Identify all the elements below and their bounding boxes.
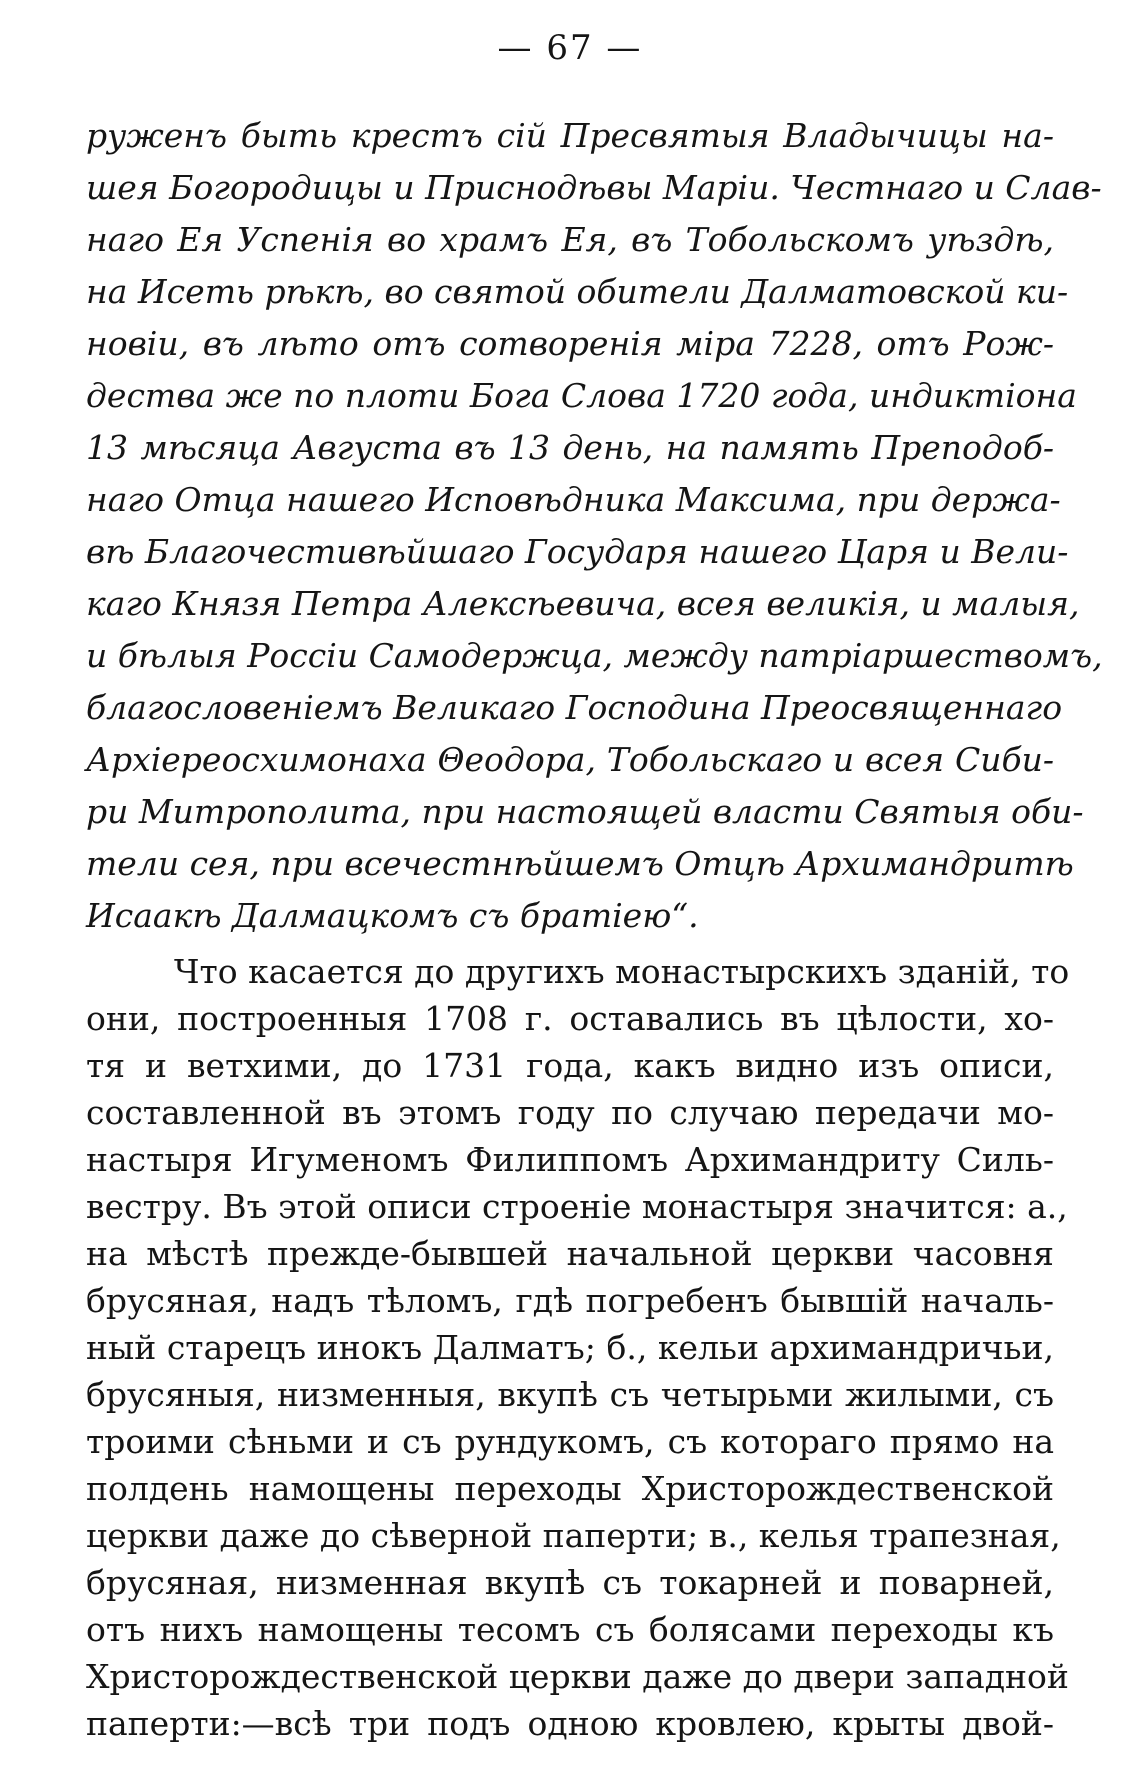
text-line: тя и ветхими, до 1731 года, какъ видно изъ описи, [86, 1046, 1054, 1085]
text-line: новiи, въ лѣто отъ сотворенiя мiра 7228, отъ Рож- [86, 324, 1054, 363]
text-line: руженъ быть крестъ сiй Пресвятыя Владычицы на- [86, 116, 1054, 155]
text-line: каго Князя Петра Алексѣевича, всея великiя, и малыя, [86, 584, 1080, 623]
text-line: брусяная, надъ тѣломъ, гдѣ погребенъ бывшiй началь- [86, 1281, 1054, 1320]
text-line: ный старецъ инокъ Далматъ; б., кельи архимандричьи, [86, 1328, 1054, 1367]
text-line: вестру. Въ этой описи строенiе монастыря значится: а., [86, 1187, 1068, 1226]
text-line: наго Отца нашего Исповѣдника Максима, при держа- [86, 480, 1061, 519]
text-line: ри Митрополита, при настоящей власти Святыя оби- [86, 792, 1084, 831]
page-number: — 67 — [497, 28, 643, 68]
text-line: на Исеть рѣкѣ, во святой обители Далматовской ки- [86, 272, 1069, 311]
text-line: отъ нихъ намощены тесомъ съ болясами переходы къ [86, 1610, 1054, 1649]
text-line: полдень намощены переходы Христорождественской [86, 1469, 1054, 1508]
paragraph-first-line: Что касается до другихъ монастырскихъ зданiй, то [174, 952, 1070, 991]
text-line: шея Богородицы и Приснодѣвы Марiи. Честнаго и Слав- [86, 168, 1102, 207]
text-line: составленной въ этомъ году по случаю передачи мо- [86, 1093, 1054, 1132]
text-line: Исаакѣ Далмацкомъ съ братiею“. [86, 896, 699, 935]
text-line: Архiереосхимонаха Θеодора, Тобольскаго и всея Сиби- [86, 740, 1054, 779]
text-line: Христорождественской церкви даже до двери западной [86, 1657, 1069, 1696]
text-line: настыря Игуменомъ Филиппомъ Архимандриту Силь- [86, 1140, 1054, 1179]
text-line: троими сѣньми и съ рундукомъ, съ котораго прямо на [86, 1422, 1054, 1461]
text-line: благословенiемъ Великаго Господина Преосвященнаго [86, 688, 1063, 727]
text-line: дества же по плоти Бога Слова 1720 года, индиктiона [86, 376, 1077, 415]
text-line: брусяная, низменная вкупѣ съ токарней и поварней, [86, 1563, 1054, 1602]
text-line: они, построенныя 1708 г. оставались въ цѣлости, хо- [86, 999, 1054, 1038]
text-line: церкви даже до сѣверной паперти; в., келья трапезная, [86, 1516, 1061, 1555]
text-line: брусяныя, низменныя, вкупѣ съ четырьми жилыми, съ [86, 1375, 1054, 1414]
text-line: вѣ Благочестивѣйшаго Государя нашего Царя и Вели- [86, 532, 1069, 571]
text-line: и бѣлыя Россiи Самодержца, между патрiаршествомъ, [86, 636, 1103, 675]
text-line: паперти:—всѣ три подъ одною кровлею, крыты двой- [86, 1704, 1054, 1743]
text-line: тели сея, при всечестнѣйшемъ Отцѣ Архимандритѣ [86, 844, 1074, 883]
text-line: 13 мѣсяца Августа въ 13 день, на память Преподоб- [86, 428, 1054, 467]
text-line: наго Ея Успенiя во храмъ Ея, въ Тобольскомъ уѣздѣ, [86, 220, 1054, 259]
text-line: на мѣстѣ прежде-бывшей начальной церкви часовня [86, 1234, 1054, 1273]
